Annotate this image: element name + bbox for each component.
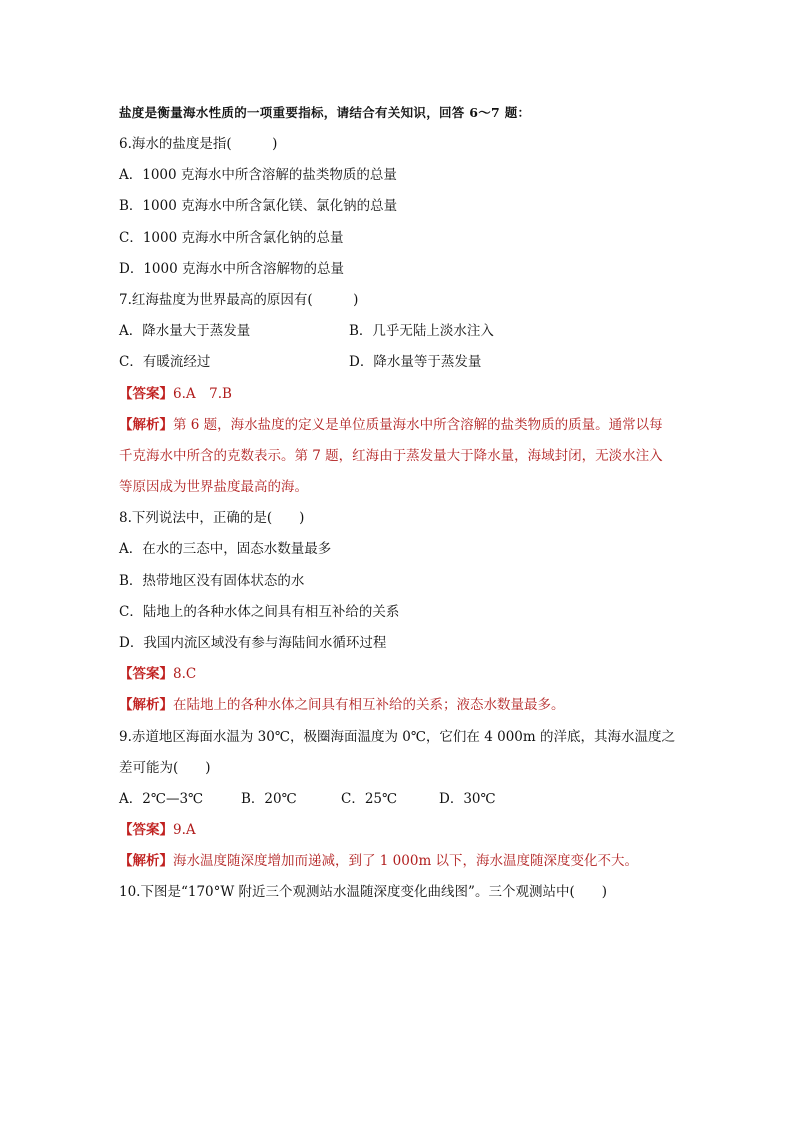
explanation-6-7-line1 <box>119 415 663 435</box>
explanation-tag: 【解析】 <box>119 417 173 433</box>
explanation-tag: 【解析】 <box>119 697 173 713</box>
intro-text: 盐度是衡量海水性质的一项重要指标，请结合有关知识，回答 6～7 题： <box>119 105 531 120</box>
explanation-6-7-line2: 千克海水中所含的克数表示。第 7 题，红海由于蒸发量大于降水量，海域封闭，无淡水注入 <box>119 448 663 464</box>
q9-option-b: B．20℃ <box>241 791 297 807</box>
explanation-9 <box>119 851 638 871</box>
q8-option-d: D．我国内流区域没有参与海陆间水循环过程 <box>119 635 387 651</box>
q6-stem: 6.海水的盐度是指( ) <box>119 136 278 152</box>
q7-options-row1 <box>119 321 679 341</box>
q6-option-c: C．1000 克海水中所含氯化钠的总量 <box>119 230 344 246</box>
answer-tag: 【答案】 <box>119 666 173 682</box>
answer-text: 8.C <box>173 666 197 682</box>
explanation-tag: 【解析】 <box>119 853 173 869</box>
answer-tag: 【答案】 <box>119 822 173 838</box>
q7-options-row2 <box>119 352 679 372</box>
q7-option-a: A．降水量大于蒸发量 <box>119 323 251 339</box>
explanation-text: 在陆地上的各种水体之间具有相互补给的关系；液态水数量最多。 <box>173 697 565 713</box>
answer-9 <box>119 820 196 840</box>
answer-tag: 【答案】 <box>119 386 173 402</box>
q6-option-a: A．1000 克海水中所含溶解的盐类物质的总量 <box>119 167 397 183</box>
q7-option-d: D．降水量等于蒸发量 <box>349 354 482 370</box>
q9-option-a: A．2℃—3℃ <box>119 791 204 807</box>
q6-option-d: D．1000 克海水中所含溶解物的总量 <box>119 261 344 277</box>
explanation-text: 第 6 题，海水盐度的定义是单位质量海水中所含溶解的盐类物质的质量。通常以每 <box>173 417 663 433</box>
q9-option-d: D．30℃ <box>439 791 496 807</box>
q8-option-c: C．陆地上的各种水体之间具有相互补给的关系 <box>119 604 400 620</box>
q10-stem: 10.下图是“170°W 附近三个观测站水温随深度变化曲线图”。三个观测站中( ) <box>119 884 607 900</box>
explanation-6-7-line3: 等原因成为世界盐度最高的海。 <box>119 479 308 495</box>
q8-stem: 8.下列说法中，正确的是( ) <box>119 510 305 526</box>
q6-option-b: B．1000 克海水中所含氯化镁、氯化钠的总量 <box>119 198 398 214</box>
q8-option-a: A．在水的三态中，固态水数量最多 <box>119 541 332 557</box>
q9-stem-line1: 9.赤道地区海面水温为 30℃，极圈海面温度为 0℃，它们在 4 000m 的洋底，其海水温度之 <box>119 729 675 745</box>
q7-option-b: B．几乎无陆上淡水注入 <box>349 323 494 339</box>
explanation-text: 海水温度随深度增加而递减，到了 1 000m 以下，海水温度随深度变化不大。 <box>173 853 639 869</box>
answer-6-7 <box>119 384 232 404</box>
q8-option-b: B．热带地区没有固体状态的水 <box>119 573 305 589</box>
answer-text: 6.A 7.B <box>173 386 232 402</box>
explanation-8 <box>119 695 565 715</box>
q9-option-c: C．25℃ <box>341 791 398 807</box>
q9-stem-line2: 差可能为( ) <box>119 760 211 776</box>
q7-stem: 7.红海盐度为世界最高的原因有( ) <box>119 292 359 308</box>
q7-option-c: C．有暖流经过 <box>119 354 211 370</box>
answer-8 <box>119 664 196 684</box>
answer-text: 9.A <box>173 822 196 838</box>
